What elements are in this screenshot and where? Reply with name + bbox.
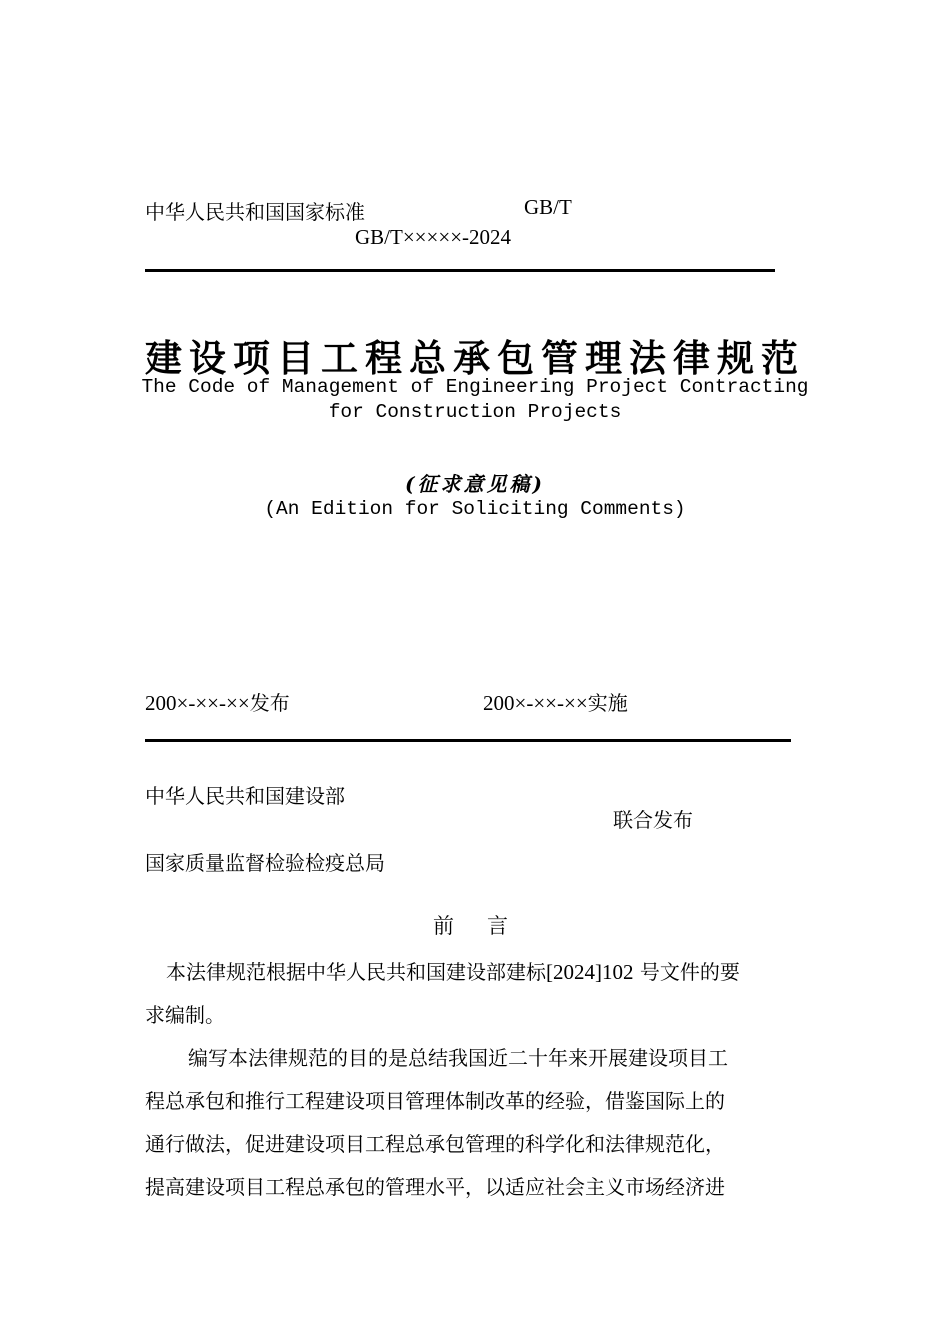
- preface-p1-text-b: 号文件的要: [633, 960, 740, 984]
- preface-p1-number: [2024]102: [546, 960, 634, 984]
- preface-paragraph-1-line-1: [166, 956, 740, 985]
- joint-issue-label: 联合发布: [613, 808, 693, 832]
- preface-paragraph-2-line-4: 提高建设项目工程总承包的管理水平，以适应社会主义市场经济进: [145, 1175, 725, 1199]
- dates-divider: [145, 739, 791, 742]
- preface-p1-text-a: 本法律规范根据中华人民共和国建设部建标: [166, 960, 546, 984]
- standard-code-full: GB/T×××××-2024: [355, 225, 512, 249]
- standard-code-short: GB/T: [524, 195, 572, 219]
- publish-date: 200×-××-××: [145, 691, 250, 715]
- standard-type: 中华人民共和国国家标准: [145, 200, 365, 224]
- preface-paragraph-2-line-2: 程总承包和推行工程建设项目管理体制改革的经验，借鉴国际上的: [145, 1089, 725, 1113]
- implement-label: 实施: [587, 691, 628, 715]
- publish-date-line: [145, 687, 290, 716]
- preface-paragraph-1-line-2: 求编制。: [145, 1003, 225, 1027]
- issuer-quality-bureau: 国家质量监督检验检疫总局: [145, 851, 385, 875]
- header-divider: [145, 269, 775, 272]
- issuer-ministry: 中华人民共和国建设部: [145, 784, 345, 808]
- draft-notice-english: (An Edition for Soliciting Comments): [264, 498, 686, 520]
- implement-date-line: [483, 687, 628, 716]
- document-title-english-line1: The Code of Management of Engineering Project Contracting: [141, 376, 809, 398]
- document-title-chinese: 建设项目工程总承包管理法律规范: [145, 336, 805, 380]
- preface-heading: 前 言: [433, 914, 514, 938]
- implement-date: 200×-××-××: [483, 691, 588, 715]
- preface-paragraph-2-line-3: 通行做法，促进建设项目工程总承包管理的科学化和法律规范化，: [145, 1132, 725, 1156]
- document-title-english-line2: for Construction Projects: [328, 401, 622, 423]
- draft-notice-chinese: (征求意见稿): [405, 472, 545, 496]
- preface-paragraph-2-line-1: 编写本法律规范的目的是总结我国近二十年来开展建设项目工: [188, 1046, 728, 1070]
- publish-label: 发布: [249, 691, 290, 715]
